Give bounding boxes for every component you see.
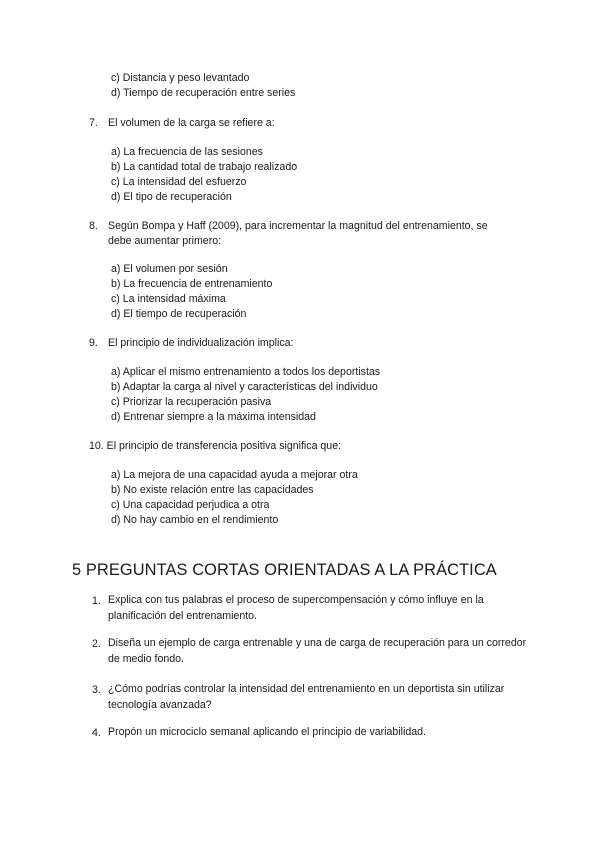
q9-number: 9.	[89, 337, 98, 349]
q7-option-d: d) El tipo de recuperación	[111, 191, 232, 203]
short-question-1-number: 1.	[92, 595, 101, 607]
q8-number: 8.	[89, 220, 98, 232]
short-question-1-text: Explica con tus palabras el proceso de supercompensación y cómo influye en la planificación del entrenamiento.	[108, 594, 484, 622]
q10-option-b: b) No existe relación entre las capacidades	[111, 484, 314, 496]
q6-option-c: c) Distancia y peso levantado	[111, 72, 250, 84]
q7-text: El volumen de la carga se refiere a:	[108, 117, 275, 129]
q9-option-b: b) Adaptar la carga al nivel y características del individuo	[111, 381, 378, 393]
short-question-3-text: ¿Cómo podrías controlar la intensidad del entrenamiento en un deportista sin utilizar tecnología avanzada?	[108, 683, 505, 711]
q8-option-c: c) La intensidad máxima	[111, 293, 226, 305]
q7-option-b: b) La cantidad total de trabajo realizado	[111, 161, 298, 173]
q9-option-a: a) Aplicar el mismo entrenamiento a todos los deportistas	[111, 366, 381, 378]
q8-option-d: d) El tiempo de recuperación	[111, 308, 247, 320]
q9-text: El principio de individualización implica:	[108, 337, 294, 349]
q6-option-d: d) Tiempo de recuperación entre series	[111, 87, 296, 99]
q7-number: 7.	[89, 117, 98, 129]
section-heading: 5 PREGUNTAS CORTAS ORIENTADAS A LA PRÁCTICA	[72, 561, 497, 579]
q10-option-c: c) Una capacidad perjudica a otra	[111, 499, 270, 511]
q10-text: 10. El principio de transferencia positiva significa que:	[89, 440, 342, 452]
q10-option-d: d) No hay cambio en el rendimiento	[111, 514, 279, 526]
short-question-2-number: 2.	[92, 638, 101, 650]
short-question-4-number: 4.	[92, 727, 101, 739]
q8-text-line2: debe aumentar primero:	[108, 235, 222, 247]
q8-text-line1: Según Bompa y Haff (2009), para incrementar la magnitud del entrenamiento, se	[108, 220, 488, 232]
short-question-4-text: Propón un microciclo semanal aplicando el principio de variabilidad.	[108, 726, 426, 738]
q9-option-d: d) Entrenar siempre a la máxima intensidad	[111, 411, 316, 423]
q7-option-c: c) La intensidad del esfuerzo	[111, 176, 247, 188]
q9-option-c: c) Priorizar la recuperación pasiva	[111, 396, 272, 408]
short-question-2-text: Diseña un ejemplo de carga entrenable y una de carga de recuperación para un corredor de medio fondo.	[108, 637, 527, 665]
q8-option-b: b) La frecuencia de entrenamiento	[111, 278, 273, 290]
q7-option-a: a) La frecuencia de las sesiones	[111, 146, 263, 158]
q8-option-a: a) El volumen por sesión	[111, 263, 228, 275]
short-question-3-number: 3.	[92, 684, 101, 696]
q10-option-a: a) La mejora de una capacidad ayuda a mejorar otra	[111, 469, 358, 481]
